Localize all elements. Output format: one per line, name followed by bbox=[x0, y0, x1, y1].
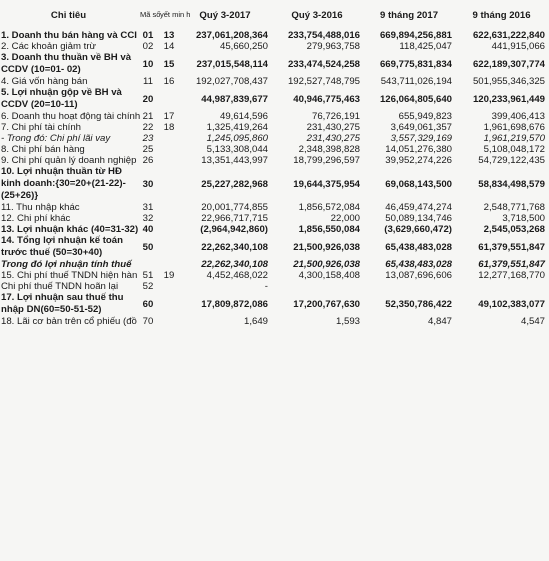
cell-name: 6. Doanh thu hoạt động tài chính bbox=[1, 111, 141, 122]
table-row bbox=[0, 133, 549, 144]
cell-thuyet-minh bbox=[158, 166, 180, 202]
header-thuyet-minh: yết min h bbox=[160, 10, 191, 19]
cell-q3-2016: 76,726,191 bbox=[311, 111, 360, 122]
cell-thuyet-minh: 13 bbox=[163, 30, 175, 41]
header-chi-tieu: Chỉ tiêu bbox=[50, 9, 87, 21]
cell-ma-so: 52 bbox=[142, 281, 154, 292]
cell-9m-2017: 46,459,474,274 bbox=[385, 202, 452, 213]
cell-thuyet-minh bbox=[158, 292, 180, 316]
cell-name: 10. Lợi nhuận thuần từ HĐ kinh doanh:{30=20+(21-22)-(25+26)} bbox=[1, 166, 126, 201]
cell-q3-2016: 17,200,767,630 bbox=[293, 298, 360, 310]
cell-thuyet-minh bbox=[158, 202, 180, 213]
cell-name: 11. Thu nhập khác bbox=[1, 202, 80, 213]
cell-name: 15. Chi phí thuế TNDN hiện hàn bbox=[1, 270, 138, 281]
cell-q3-2016: 4,300,158,408 bbox=[298, 270, 360, 281]
cell-9m-2017: 14,051,276,380 bbox=[385, 144, 452, 155]
header-9m-2016: 9 tháng 2016 bbox=[472, 9, 531, 21]
cell-9m-2016: 54,729,122,435 bbox=[478, 155, 545, 166]
cell-q3-2016: 21,500,926,038 bbox=[293, 259, 360, 270]
cell-thuyet-minh bbox=[158, 144, 180, 155]
cell-q3-2017: 25,227,282,968 bbox=[201, 178, 268, 190]
cell-9m-2016: 501,955,346,325 bbox=[472, 76, 545, 87]
cell-ma-so: 23 bbox=[142, 133, 154, 144]
cell-ma-so: 40 bbox=[142, 224, 154, 235]
cell-q3-2017: 237,015,548,114 bbox=[196, 58, 268, 70]
table-row bbox=[0, 281, 549, 292]
cell-9m-2017: 69,068,143,500 bbox=[385, 178, 452, 190]
cell-9m-2016: 441,915,066 bbox=[491, 41, 545, 52]
cell-q3-2016: 233,474,524,258 bbox=[287, 58, 360, 70]
table-row bbox=[0, 224, 549, 235]
header-q3-2017: Quý 3-2017 bbox=[199, 9, 251, 21]
cell-q3-2017: 5,133,308,044 bbox=[206, 144, 268, 155]
cell-ma-so: 11 bbox=[143, 76, 153, 87]
cell-q3-2016: 21,500,926,038 bbox=[293, 241, 360, 253]
table-row bbox=[0, 270, 549, 281]
cell-9m-2016: 1,961,219,570 bbox=[483, 133, 545, 144]
cell-9m-2017: 669,775,831,834 bbox=[379, 58, 452, 70]
header-ma-so: Mã số bbox=[140, 10, 161, 19]
cell-name: 17. Lợi nhuận sau thuế thu nhập DN(60=50-51-52) bbox=[1, 292, 124, 315]
cell-9m-2017: 543,711,026,194 bbox=[380, 76, 452, 87]
cell-thuyet-minh: 15 bbox=[163, 58, 175, 70]
cell-q3-2017: 1,649 bbox=[243, 316, 268, 327]
cell-q3-2017: 13,351,443,997 bbox=[201, 155, 268, 166]
cell-9m-2017: 3,557,329,169 bbox=[390, 133, 452, 144]
cell-9m-2017: 118,425,047 bbox=[399, 41, 452, 52]
cell-9m-2016: 61,379,551,847 bbox=[478, 241, 545, 253]
cell-ma-so: 30 bbox=[142, 178, 154, 190]
cell-9m-2016: 622,189,307,774 bbox=[472, 58, 545, 70]
cell-thuyet-minh bbox=[158, 133, 180, 144]
cell-ma-so bbox=[138, 259, 158, 270]
cell-q3-2017: 22,262,340,108 bbox=[201, 241, 268, 253]
cell-q3-2017: 20,001,774,855 bbox=[201, 202, 268, 213]
cell-q3-2017: 44,987,839,677 bbox=[201, 93, 268, 105]
cell-thuyet-minh bbox=[158, 87, 180, 111]
cell-q3-2017: 192,027,708,437 bbox=[195, 76, 268, 87]
cell-thuyet-minh: 16 bbox=[163, 76, 175, 87]
cell-9m-2017: 126,064,805,640 bbox=[379, 93, 452, 105]
cell-9m-2016: 3,718,500 bbox=[502, 213, 545, 224]
cell-9m-2016: 58,834,498,579 bbox=[478, 178, 545, 190]
table-row bbox=[0, 292, 549, 316]
cell-9m-2016: 49,102,383,077 bbox=[478, 298, 545, 310]
cell-ma-so: 31 bbox=[142, 202, 154, 213]
cell-name: Trong đó lợi nhuận tính thuế bbox=[1, 259, 132, 270]
cell-9m-2016: 120,233,961,449 bbox=[472, 93, 545, 105]
cell-thuyet-minh bbox=[158, 281, 180, 292]
cell-9m-2016 bbox=[456, 281, 549, 292]
header-q3-2016: Quý 3-2016 bbox=[291, 9, 343, 21]
cell-9m-2017: 13,087,696,606 bbox=[385, 270, 452, 281]
cell-9m-2016: 2,548,771,768 bbox=[483, 202, 545, 213]
cell-name: 9. Chi phí quản lý doanh nghiệp bbox=[1, 155, 137, 166]
cell-q3-2016: 1,856,572,084 bbox=[298, 202, 360, 213]
cell-thuyet-minh bbox=[158, 224, 180, 235]
cell-q3-2016: 231,430,275 bbox=[306, 122, 360, 133]
cell-q3-2017: 1,325,419,264 bbox=[206, 122, 268, 133]
cell-thuyet-minh bbox=[158, 235, 180, 259]
cell-name: 3. Doanh thu thuần về BH và CCDV (10=01- 02) bbox=[1, 52, 132, 75]
cell-q3-2016: 2,348,398,828 bbox=[298, 144, 360, 155]
cell-thuyet-minh bbox=[158, 213, 180, 224]
cell-name: 2. Các khoản giảm trừ bbox=[1, 41, 96, 52]
cell-ma-so: 01 bbox=[142, 30, 154, 41]
cell-q3-2017: 1,245,095,860 bbox=[206, 133, 268, 144]
cell-q3-2016: 231,430,275 bbox=[306, 133, 360, 144]
table-row bbox=[0, 316, 549, 327]
cell-9m-2017: (3,629,660,472) bbox=[384, 224, 452, 235]
cell-ma-so: 50 bbox=[142, 241, 154, 253]
cell-ma-so: 26 bbox=[142, 155, 154, 166]
cell-thuyet-minh: 17 bbox=[163, 111, 175, 122]
cell-q3-2016: 19,644,375,954 bbox=[293, 178, 360, 190]
cell-thuyet-minh bbox=[158, 155, 180, 166]
cell-q3-2016: 18,799,296,597 bbox=[293, 155, 360, 166]
cell-ma-so: 10 bbox=[142, 58, 154, 70]
cell-name: - Trong đó: Chi phí lãi vay bbox=[1, 133, 111, 144]
cell-9m-2017: 65,438,483,028 bbox=[385, 259, 452, 270]
cell-q3-2016: 279,963,758 bbox=[306, 41, 360, 52]
cell-q3-2017: 22,966,717,715 bbox=[201, 213, 268, 224]
cell-thuyet-minh bbox=[158, 259, 180, 270]
cell-9m-2017: 50,089,134,746 bbox=[385, 213, 452, 224]
table-row bbox=[0, 41, 549, 52]
cell-q3-2017: 237,061,208,364 bbox=[195, 30, 268, 41]
cell-thuyet-minh bbox=[158, 316, 180, 327]
cell-q3-2017: 17,809,872,086 bbox=[201, 298, 268, 310]
cell-ma-so: 22 bbox=[142, 122, 154, 133]
cell-9m-2016: 4,547 bbox=[520, 316, 545, 327]
table-row bbox=[0, 144, 549, 155]
table-row bbox=[0, 202, 549, 213]
cell-name: 1. Doanh thu bán hàng và CCI bbox=[1, 30, 137, 41]
cell-9m-2016: 61,379,551,847 bbox=[478, 259, 545, 270]
cell-q3-2016: 192,527,748,795 bbox=[287, 76, 360, 87]
table-row bbox=[0, 76, 549, 87]
cell-q3-2017: 22,262,340,108 bbox=[201, 259, 268, 270]
cell-name: 4. Giá vốn hàng bán bbox=[1, 76, 88, 87]
cell-9m-2017: 39,952,274,226 bbox=[385, 155, 452, 166]
cell-9m-2017: 3,649,061,357 bbox=[390, 122, 452, 133]
cell-9m-2017 bbox=[364, 281, 456, 292]
cell-q3-2017: - bbox=[264, 281, 268, 292]
cell-9m-2016: 399,406,413 bbox=[491, 111, 545, 122]
cell-ma-so: 02 bbox=[142, 41, 154, 52]
cell-q3-2016: 1,856,550,084 bbox=[298, 224, 360, 235]
cell-name: 8. Chi phí bán hàng bbox=[1, 144, 85, 155]
table-row bbox=[0, 111, 549, 122]
table-row bbox=[0, 259, 549, 270]
cell-9m-2017: 65,438,483,028 bbox=[385, 241, 452, 253]
table-row bbox=[0, 122, 549, 133]
cell-ma-so: 70 bbox=[142, 316, 154, 327]
cell-ma-so: 21 bbox=[142, 111, 154, 122]
cell-name: Chi phí thuế TNDN hoãn lại bbox=[1, 281, 119, 292]
cell-9m-2017: 4,847 bbox=[427, 316, 452, 327]
table-row bbox=[0, 235, 549, 259]
table-row bbox=[0, 87, 549, 111]
cell-q3-2016: 22,000 bbox=[330, 213, 360, 224]
cell-name: 7. Chi phí tài chính bbox=[1, 122, 81, 133]
cell-9m-2016: 622,631,222,840 bbox=[472, 30, 545, 41]
cell-thuyet-minh: 19 bbox=[163, 270, 175, 281]
table-row bbox=[0, 30, 549, 41]
cell-q3-2016: 233,754,488,016 bbox=[287, 30, 360, 41]
header-9m-2017: 9 tháng 2017 bbox=[379, 9, 439, 21]
cell-q3-2017: 49,614,596 bbox=[219, 111, 268, 122]
cell-name: 13. Lợi nhuận khác (40=31-32) bbox=[1, 224, 139, 235]
cell-9m-2017: 52,350,786,422 bbox=[385, 298, 452, 310]
cell-ma-so: 51 bbox=[142, 270, 154, 281]
cell-9m-2016: 1,961,698,676 bbox=[483, 122, 545, 133]
table-row bbox=[0, 52, 549, 76]
cell-q3-2017: 4,452,468,022 bbox=[206, 270, 268, 281]
cell-name: 14. Tổng lợi nhuận kế toán trước thuế (50=30+40) bbox=[1, 235, 123, 258]
cell-ma-so: 60 bbox=[142, 298, 154, 310]
cell-name: 12. Chi phí khác bbox=[1, 213, 71, 224]
table-row bbox=[0, 155, 549, 166]
cell-q3-2016: 1,593 bbox=[335, 316, 360, 327]
header-row bbox=[0, 0, 549, 30]
cell-9m-2016: 2,545,053,268 bbox=[483, 224, 545, 235]
cell-ma-so: 25 bbox=[142, 144, 154, 155]
cell-9m-2016: 5,108,048,172 bbox=[483, 144, 545, 155]
cell-name: 5. Lợi nhuận gộp về BH và CCDV (20=10-11) bbox=[1, 87, 122, 110]
cell-q3-2017: (2,964,942,860) bbox=[200, 224, 268, 235]
cell-ma-so: 20 bbox=[142, 93, 154, 105]
cell-thuyet-minh: 18 bbox=[163, 122, 175, 133]
cell-q3-2017: 45,660,250 bbox=[219, 41, 268, 52]
cell-ma-so: 32 bbox=[142, 213, 154, 224]
cell-9m-2016: 12,277,168,770 bbox=[478, 270, 545, 281]
cell-name: 18. Lãi cơ bản trên cổ phiếu (đồ bbox=[1, 316, 137, 327]
cell-q3-2016 bbox=[272, 281, 364, 292]
table-row bbox=[0, 213, 549, 224]
table-row bbox=[0, 166, 549, 202]
cell-thuyet-minh: 14 bbox=[163, 41, 175, 52]
cell-9m-2017: 655,949,823 bbox=[398, 111, 452, 122]
cell-9m-2017: 669,894,256,881 bbox=[379, 30, 452, 41]
cell-q3-2016: 40,946,775,463 bbox=[293, 93, 360, 105]
